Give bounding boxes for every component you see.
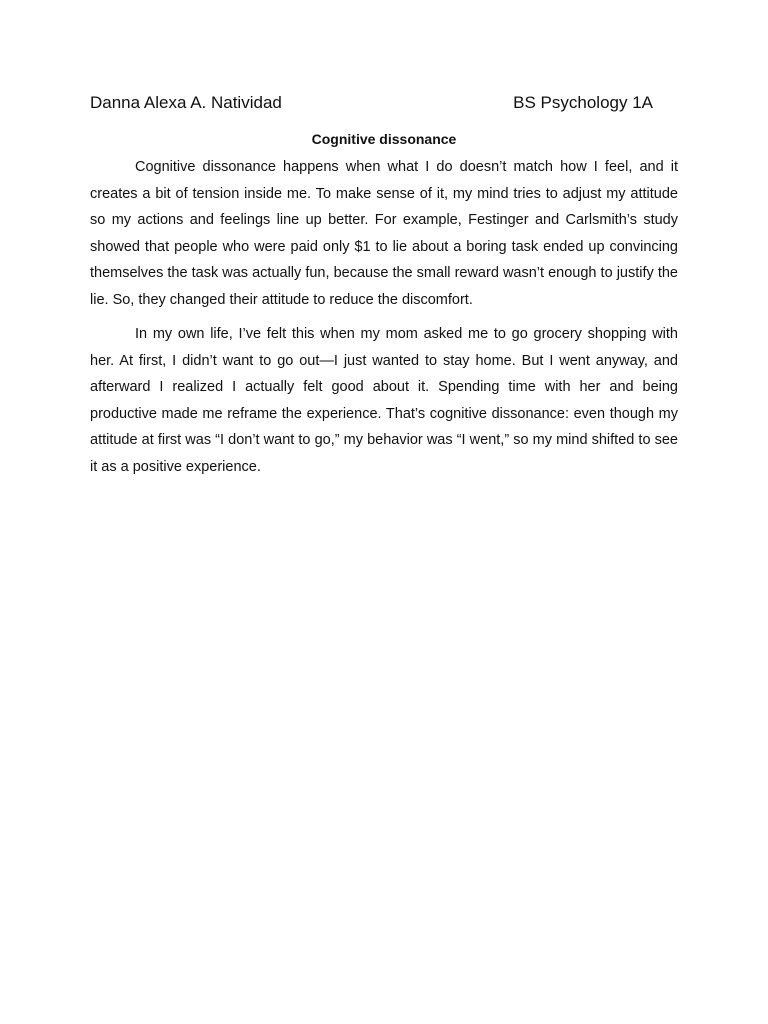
paragraph-1: Cognitive dissonance happens when what I do doesn’t match how I feel, and it creates a bit of tension inside me. To make sense of it, my mind tries to adjust my attitude so my actions and feelings line up better. For example, Festinger and Carlsmith’s study showed that people who were paid only $1 to lie about a boring task ended up convincing themselves the task was actually fun, because the small reward wasn’t enough to justify the lie. So, they changed their attitude to reduce the discomfort. [90, 159, 678, 308]
document-header [90, 90, 678, 116]
author-name: Danna Alexa A. Natividad [90, 93, 282, 112]
paragraph-2: In my own life, I’ve felt this when my mom asked me to go grocery shopping with her. At first, I didn’t want to go out—I just wanted to stay home. But I went anyway, and afterward I realized I actually felt good about it. Spending time with her and being productive made me reframe the experience. That’s cognitive dissonance: even though my attitude at first was “I don’t want to go,” my behavior was “I went,” so my mind shifted to see it as a positive experience. [90, 326, 678, 475]
course-name: BS Psychology 1A [513, 93, 653, 112]
document-title: Cognitive dissonance [311, 131, 457, 147]
document-page [90, 90, 678, 488]
